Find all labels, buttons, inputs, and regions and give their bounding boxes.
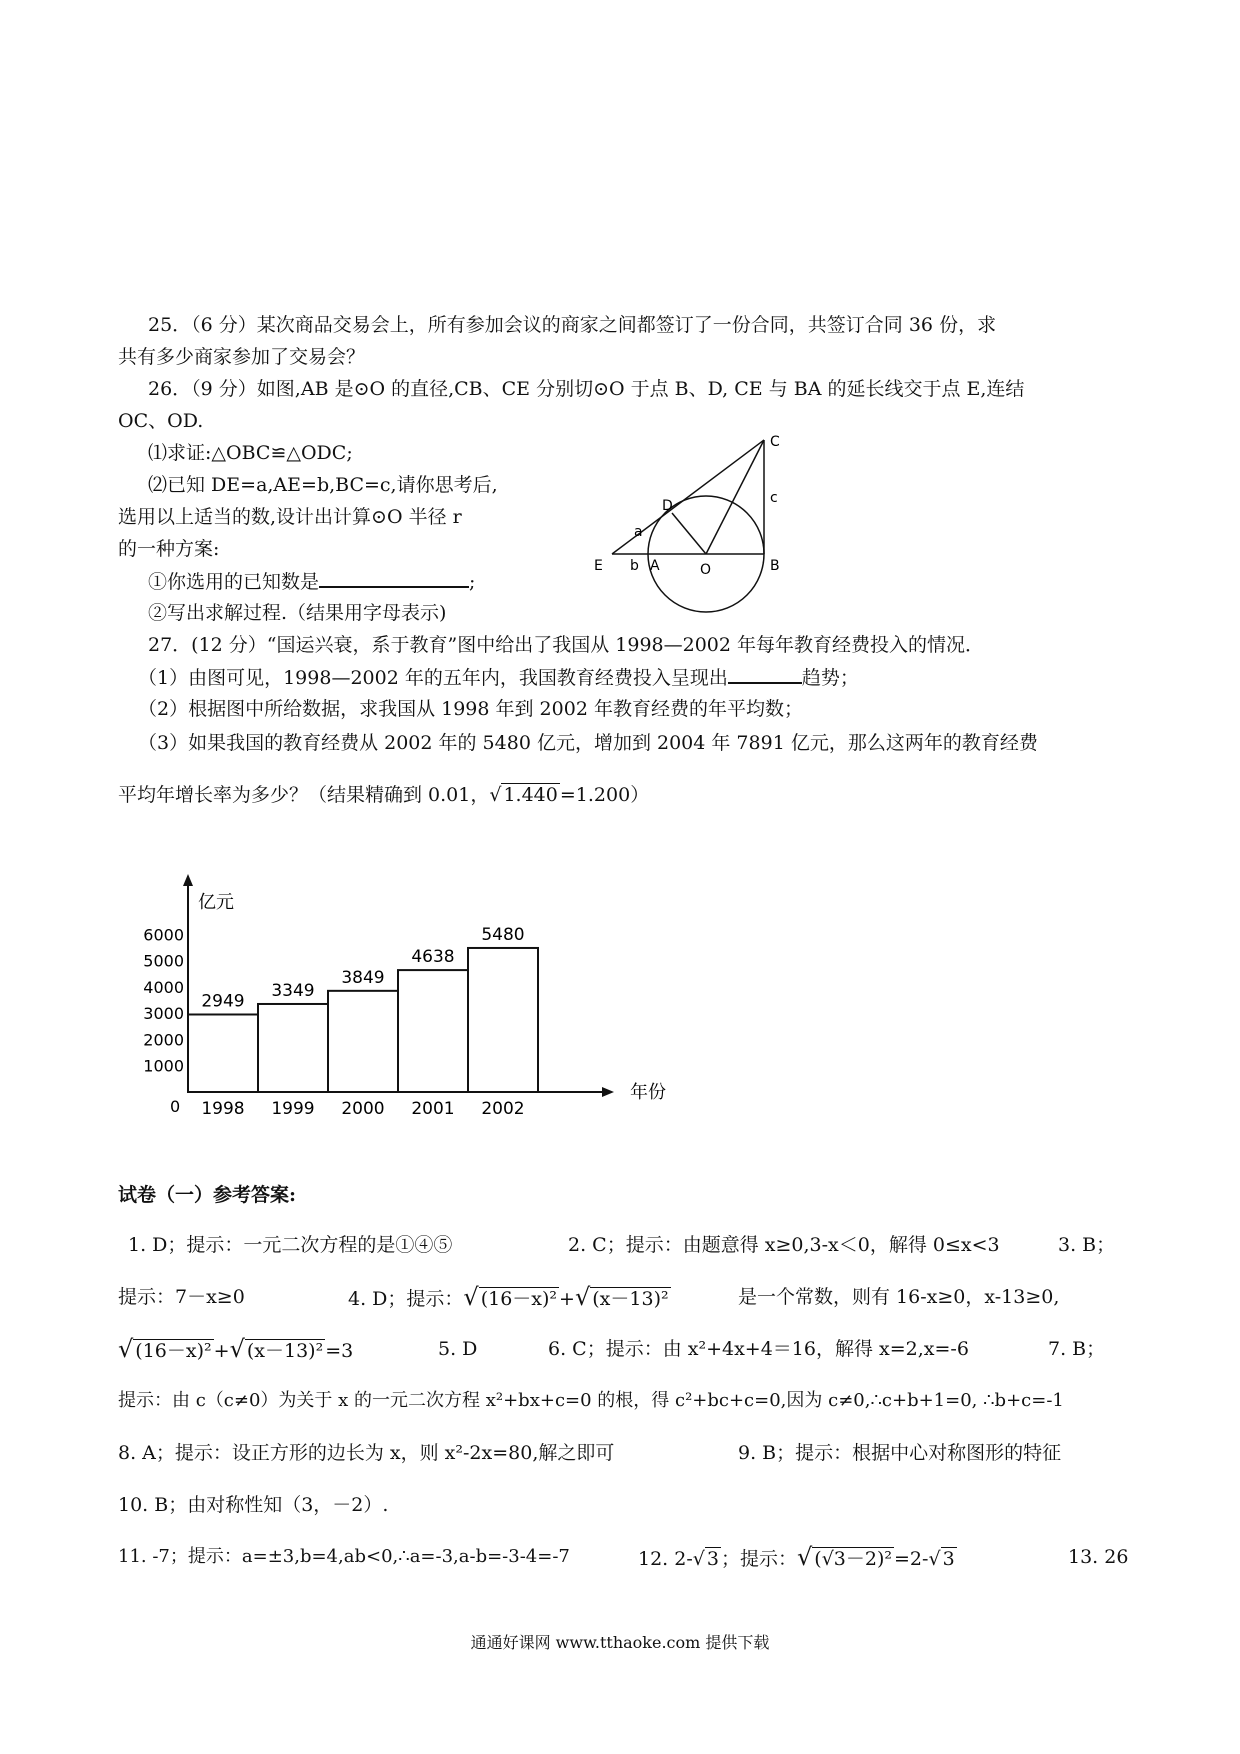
bar-value-label: 5480 (481, 924, 525, 945)
y-tick-label: 4000 (143, 977, 184, 997)
y-tick-label: 6000 (143, 925, 184, 945)
sqrt-radicand: (16－x)² (480, 1288, 558, 1310)
answer-4-result (118, 1336, 353, 1364)
answers-heading: 试卷（一）参考答案: (118, 1184, 297, 1206)
education-funding-chart (110, 870, 690, 1130)
sqrt-sign: √ (463, 1283, 479, 1311)
y-axis-arrow (183, 874, 193, 886)
sqrt-sign: √ (118, 1335, 134, 1363)
bar-value-label: 3349 (271, 980, 315, 1001)
q27-part1-end: 趋势； (801, 667, 859, 689)
q26-part2-cont1: 选用以上适当的数,设计出计算⊙O 半径 r (118, 506, 462, 528)
answer-blank (319, 568, 469, 588)
label-o: O (700, 562, 712, 578)
sqrt-radicand: 1.440 (503, 784, 558, 806)
bar-2001 (398, 970, 468, 1092)
q25-line2: 共有多少商家参加了交易会？ (118, 346, 366, 368)
q27-part2: （2）根据图中所给数据，求我国从 1998 年到 2002 年教育经费的年平均数； (138, 698, 803, 720)
x-tick-label: 1999 (271, 1099, 315, 1119)
sqrt-sign: √ (229, 1335, 245, 1363)
sqrt-radicand: (x－13)² (592, 1288, 669, 1310)
q27-part1 (138, 664, 859, 691)
answer-4 (348, 1284, 671, 1312)
q26-step1-end: ; (469, 571, 476, 593)
label-c: C (770, 434, 780, 450)
answer-12-hint: ；提示： (720, 1548, 797, 1570)
bar-value-label: 4638 (411, 947, 455, 968)
plus-sign: + (213, 1340, 230, 1362)
q26-step2: ②写出求解过程.（结果用字母表示) (148, 602, 447, 624)
bar-value-label: 2949 (201, 991, 245, 1012)
trend-blank (728, 664, 802, 684)
sqrt-sign: √ (928, 1548, 941, 1570)
bar-value-label: 3849 (341, 967, 385, 988)
footer: 通通好课网 www.tthaoke.com 提供下载 (470, 1633, 770, 1652)
answer-4-hint: 是一个常数，则有 16-x≥0，x-13≥0, (738, 1286, 1060, 1308)
answer-10: 10. B；由对称性知（3，－2）. (118, 1494, 389, 1516)
equals-value: =2- (894, 1548, 929, 1570)
answer-2: 2. C；提示：由题意得 x≥0,3-x＜0，解得 0≤x<3 (568, 1234, 1000, 1256)
q27-line1: 27．(12 分）“国运兴衰，系于教育”图中给出了我国从 1998—2002 年每年教育经费投入的情况． (148, 634, 985, 656)
x-axis-arrow (602, 1087, 614, 1097)
q26-line1: 26．（9 分）如图,AB 是⊙O 的直径,CB、CE 分别切⊙O 于点 B、D, CE 与 BA 的延长线交于点 E,连结 (148, 378, 1025, 400)
label-b: B (770, 558, 780, 574)
bar-2002 (468, 948, 538, 1092)
answer-12-text: 12. 2- (638, 1548, 693, 1570)
bar-2000 (328, 991, 398, 1092)
x-axis-label: 年份 (630, 1082, 666, 1103)
y-tick-label: 5000 (143, 951, 184, 971)
sqrt-radicand: 3 (706, 1548, 719, 1570)
sqrt-radicand: 3 (942, 1548, 955, 1570)
x-tick-label: 1998 (201, 1099, 245, 1119)
answer-9: 9. B；提示：根据中心对称图形的特征 (738, 1442, 1062, 1464)
sqrt-sign: √ (692, 1548, 705, 1570)
sqrt-sign: √ (796, 1543, 813, 1571)
q27-part3-end: =1.200） (559, 784, 650, 806)
q26-step1 (148, 568, 475, 595)
y-tick-label: 1000 (143, 1056, 184, 1076)
y-tick-label: 3000 (143, 1004, 184, 1024)
q27-part3-cont (118, 782, 649, 808)
answer-4-text: 4. D；提示： (348, 1288, 464, 1310)
q26-step1-text: ①你选用的已知数是 (148, 571, 320, 593)
q27-part3: （3）如果我国的教育经费从 2002 年的 5480 亿元，增加到 2004 年 7891 亿元，那么这两年的教育经费 (138, 732, 1038, 754)
answer-3: 3. B； (1058, 1234, 1116, 1256)
label-c-side: c (770, 490, 778, 506)
q26-part1: ⑴求证:△OBC≌△ODC; (148, 442, 353, 464)
answer-12 (638, 1544, 957, 1572)
answer-1: 1. D；提示：一元二次方程的是①④⑤ (128, 1234, 453, 1256)
answer-3-hint: 提示：7－x≥0 (118, 1286, 245, 1308)
x-tick-label: 2001 (411, 1099, 455, 1119)
circle-tangent-figure (590, 430, 790, 650)
sqrt-radicand: (16－x)² (135, 1340, 212, 1362)
label-a: A (650, 558, 660, 574)
label-a-side: a (634, 524, 643, 540)
answer-11: 11. -7；提示：a=±3,b=4,ab<0,∴a=-3,a-b=-3-4=-7 (118, 1546, 570, 1567)
bar-1999 (258, 1004, 328, 1092)
q27-part1-text: （1）由图可见，1998—2002 年的五年内，我国教育经费投入呈现出 (138, 667, 728, 689)
q26-part2: ⑵已知 DE=a,AE=b,BC=c,请你思考后, (148, 474, 498, 496)
q26-part2-cont2: 的一种方案: (118, 538, 220, 560)
answer-8: 8. A；提示：设正方形的边长为 x，则 x²-2x=80,解之即可 (118, 1442, 615, 1464)
label-d: D (662, 498, 673, 514)
line-do (672, 513, 706, 554)
sqrt-sign: √ (574, 1283, 591, 1311)
origin-label: 0 (170, 1097, 181, 1116)
equals-value: =3 (325, 1340, 354, 1362)
q26-line2: OC、OD. (118, 410, 204, 432)
x-tick-label: 2000 (341, 1099, 385, 1119)
answer-6: 6. C；提示：由 x²+4x+4＝16，解得 x=2,x=-6 (548, 1338, 969, 1360)
q27-part3-text: 平均年增长率为多少？（结果精确到 0.01， (118, 784, 490, 806)
plus-sign: + (559, 1288, 575, 1310)
y-axis-label: 亿元 (198, 892, 234, 913)
y-tick-label: 2000 (143, 1030, 184, 1050)
label-e: E (594, 558, 603, 574)
answer-13: 13. 26 (1068, 1546, 1129, 1568)
answer-5: 5. D (438, 1338, 478, 1360)
label-b-side: b (630, 558, 639, 574)
x-tick-label: 2002 (481, 1099, 525, 1119)
sqrt-radicand: (x－13)² (246, 1340, 324, 1362)
answer-7-hint: 提示：由 c（c≠0）为关于 x 的一元二次方程 x²+bx+c=0 的根，得 c²+bc+c=0,因为 c≠0,∴c+b+1=0, ∴b+c=-1 (118, 1390, 1064, 1411)
bar-1998 (188, 1014, 258, 1092)
q25-line1: 25．（6 分）某次商品交易会上，所有参加会议的商家之间都签订了一份合同，共签订合同 36 份，求 (148, 314, 997, 336)
answer-7: 7. B； (1048, 1338, 1106, 1360)
sqrt-sign: √ (489, 784, 502, 806)
sqrt-radicand: (√3－2)² (814, 1548, 893, 1570)
